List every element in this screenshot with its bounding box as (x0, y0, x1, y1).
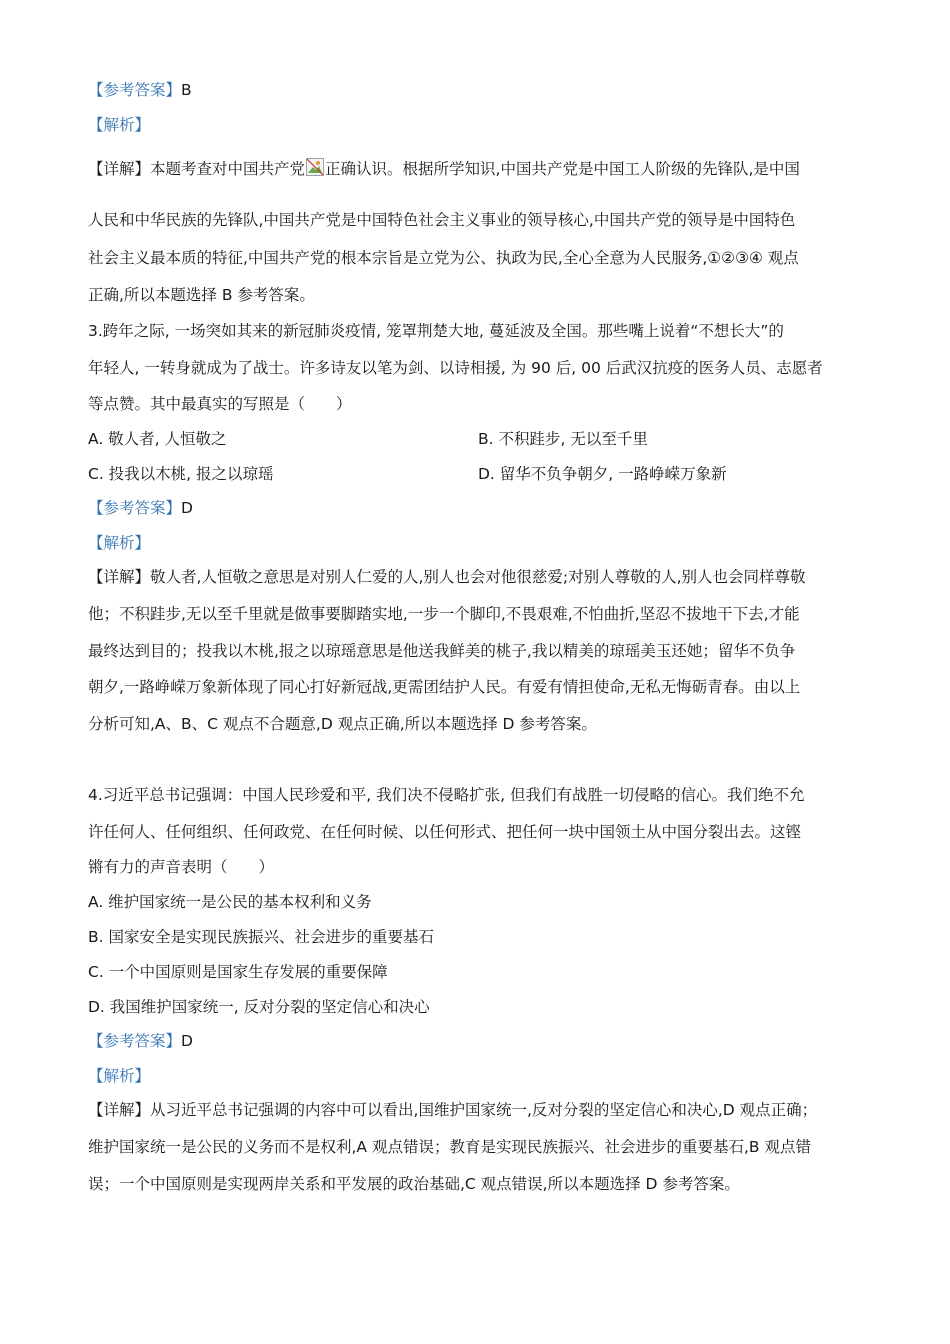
q2-detail-line-3: 社会主义最本质的特征,中国共产党的根本宗旨是立党为公、执政为民,全心全意为人民服务,①②③④ 观点 (88, 249, 799, 267)
q2-detail-line-1 (88, 158, 800, 180)
q2-answer-line (88, 79, 192, 101)
analysis-label: 【解析】 (88, 1067, 151, 1085)
q4-option-a: A. 维护国家统一是公民的基本权利和义务 (88, 893, 372, 911)
detail-text: 敬人者,人恒敬之意思是对别人仁爱的人,别人也会对他很慈爱;对别人尊敬的人,别人也会同样尊敬 (150, 568, 806, 586)
answer-value: D (181, 499, 193, 517)
q4-answer-line (88, 1030, 193, 1052)
q3-detail-line-3: 最终达到目的；投我以木桃,报之以琼瑶意思是他送我鲜美的桃子,我以精美的琼瑶美玉还她；留华不负争 (88, 642, 796, 660)
q3-detail-line-5: 分析可知,A、B、C 观点不合题意,D 观点正确,所以本题选择 D 参考答案。 (88, 715, 597, 733)
q4-option-d: D. 我国维护国家统一, 反对分裂的坚定信心和决心 (88, 998, 430, 1016)
q4-stem-line-2: 许任何人、任何组织、任何政党、在任何时候、以任何形式、把任何一块中国领土从中国分裂出去。这铿 (88, 823, 802, 841)
q4-analysis-label (88, 1065, 150, 1087)
q2-analysis-label (88, 114, 150, 136)
q3-stem-line-1: 3.跨年之际, 一场突如其来的新冠肺炎疫情, 笼罩荆楚大地, 蔓延波及全国。那些嘴上说着“不想长大”的 (88, 322, 784, 340)
q3-stem-line-3: 等点赞。其中最真实的写照是（ ） (88, 395, 352, 413)
q4-option-b: B. 国家安全是实现民族振兴、社会进步的重要基石 (88, 928, 434, 946)
q3-analysis-label (88, 532, 150, 554)
q3-stem-line-2: 年轻人, 一转身就成为了战士。许多诗友以笔为剑、以诗相援, 为 90 后, 00 后武汉抗疫的医务人员、志愿者 (88, 359, 823, 377)
answer-value: D (181, 1032, 193, 1050)
answer-value: B (181, 81, 192, 99)
q3-option-d: D. 留华不负争朝夕, 一路峥嵘万象新 (478, 465, 727, 483)
detail-label: 【详解】 (88, 1101, 151, 1119)
q3-option-b: B. 不积跬步, 无以至千里 (478, 430, 648, 448)
q4-detail-line-2: 维护国家统一是公民的义务而不是权利,A 观点错误；教育是实现民族振兴、社会进步的重要基石,B 观点错 (88, 1138, 811, 1156)
q2-detail-line-4: 正确,所以本题选择 B 参考答案。 (88, 286, 315, 304)
q2-detail-line-2: 人民和中华民族的先锋队,中国共产党是中国特色社会主义事业的领导核心,中国共产党的领导是中国特色 (88, 211, 796, 229)
q3-detail-line-1 (88, 566, 806, 588)
q3-detail-line-2: 他；不积跬步,无以至千里就是做事要脚踏实地,一步一个脚印,不畏艰难,不怕曲折,坚忍不拔地干下去,才能 (88, 605, 800, 623)
q3-detail-line-4: 朝夕,一路峥嵘万象新体现了同心打好新冠战,更需团结护人民。有爱有情担使命,无私无悔砺青春。由以上 (88, 678, 801, 696)
q4-detail-line-1 (88, 1099, 817, 1121)
detail-label: 【详解】 (88, 160, 151, 178)
broken-image-icon (306, 158, 324, 176)
q3-option-c: C. 投我以木桃, 报之以琼瑶 (88, 465, 274, 483)
q4-detail-line-3: 误；一个中国原则是实现两岸关系和平发展的政治基础,C 观点错误,所以本题选择 D 参考答案。 (88, 1175, 740, 1193)
q4-stem-line-3: 锵有力的声音表明（ ） (88, 858, 275, 876)
q3-answer-line (88, 497, 193, 519)
detail-text: 本题考查对中国共产党 (150, 160, 306, 178)
answer-label: 【参考答案】 (88, 81, 182, 99)
q4-option-c: C. 一个中国原则是国家生存发展的重要保障 (88, 963, 388, 981)
q4-stem-line-1: 4.习近平总书记强调：中国人民珍爱和平, 我们决不侵略扩张, 但我们有战胜一切侵略的信心。我们绝不允 (88, 786, 805, 804)
detail-label: 【详解】 (88, 568, 151, 586)
analysis-label: 【解析】 (88, 116, 151, 134)
detail-text: 从习近平总书记强调的内容中可以看出,国维护国家统一,反对分裂的坚定信心和决心,D 观点正确； (150, 1101, 818, 1119)
analysis-label: 【解析】 (88, 534, 151, 552)
answer-label: 【参考答案】 (88, 499, 182, 517)
answer-label: 【参考答案】 (88, 1032, 182, 1050)
q3-option-a: A. 敬人者, 人恒敬之 (88, 430, 227, 448)
detail-text: 正确认识。根据所学知识,中国共产党是中国工人阶级的先锋队,是中国 (325, 160, 800, 178)
